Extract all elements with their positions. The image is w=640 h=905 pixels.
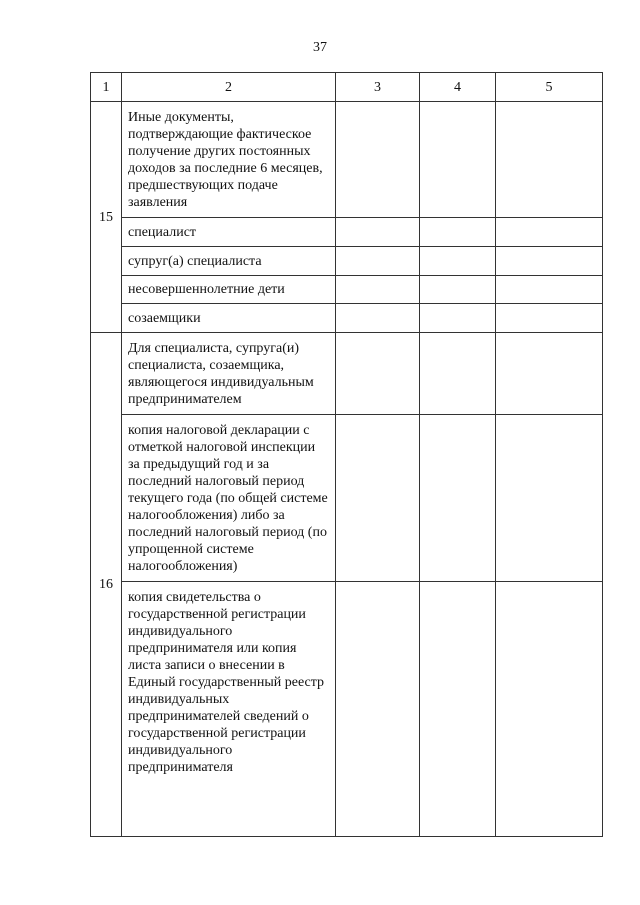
empty-cell xyxy=(420,102,496,218)
applicant-category-specialist: специалист xyxy=(122,218,336,247)
empty-cell xyxy=(496,415,603,582)
table-row xyxy=(91,415,603,582)
empty-cell xyxy=(336,276,420,304)
empty-cell xyxy=(420,304,496,333)
empty-cell xyxy=(496,247,603,276)
table-row xyxy=(91,304,603,333)
empty-cell xyxy=(420,582,496,837)
empty-cell xyxy=(496,582,603,837)
row-number-15: 15 xyxy=(91,102,122,333)
empty-cell xyxy=(420,218,496,247)
table-row xyxy=(91,276,603,304)
empty-cell xyxy=(336,304,420,333)
empty-cell xyxy=(336,415,420,582)
empty-cell xyxy=(496,333,603,415)
applicant-category-coborrowers: созаемщики xyxy=(122,304,336,333)
empty-cell xyxy=(336,218,420,247)
empty-cell xyxy=(420,333,496,415)
empty-cell xyxy=(496,218,603,247)
empty-cell xyxy=(496,102,603,218)
table-row xyxy=(91,582,603,837)
document-description: Иные документы, подтверждающие фактическое получение других постоянных доходов за последние 6 месяцев, предшествующих подаче заявления xyxy=(122,102,336,218)
applicant-category-children: несовершеннолетние дети xyxy=(122,276,336,304)
empty-cell xyxy=(420,247,496,276)
header-cell-4: 4 xyxy=(420,73,496,102)
document-description: копия налоговой декларации с отметкой налоговой инспекции за предыдущий год и за последний налоговый период текущего года (по общей системе налогообложения) либо за последний налоговый период (по упрощенной системе налогообложения) xyxy=(122,415,336,582)
empty-cell xyxy=(496,276,603,304)
empty-cell xyxy=(420,276,496,304)
header-cell-1: 1 xyxy=(91,73,122,102)
empty-cell xyxy=(336,582,420,837)
empty-cell xyxy=(420,415,496,582)
empty-cell xyxy=(336,102,420,218)
header-cell-5: 5 xyxy=(496,73,603,102)
document-description: копия свидетельства о государственной регистрации индивидуального предпринимателя или копия листа записи о внесении в Единый государственный реестр индивидуальных предпринимателей сведений о государственной регистрации индивидуального предпринимателя xyxy=(122,582,336,837)
applicant-category-spouse: супруг(а) специалиста xyxy=(122,247,336,276)
empty-cell xyxy=(496,304,603,333)
table-row xyxy=(91,247,603,276)
header-cell-3: 3 xyxy=(336,73,420,102)
documents-table xyxy=(90,72,603,837)
page-number: 37 xyxy=(313,40,327,55)
empty-cell xyxy=(336,333,420,415)
document-description: Для специалиста, супруга(и) специалиста, созаемщика, являющегося индивидуальным предпринимателем xyxy=(122,333,336,415)
table-row xyxy=(91,102,603,218)
table-row xyxy=(91,333,603,415)
empty-cell xyxy=(336,247,420,276)
header-cell-2: 2 xyxy=(122,73,336,102)
table-header-row xyxy=(91,73,603,102)
table-row xyxy=(91,218,603,247)
row-number-16: 16 xyxy=(91,333,122,837)
